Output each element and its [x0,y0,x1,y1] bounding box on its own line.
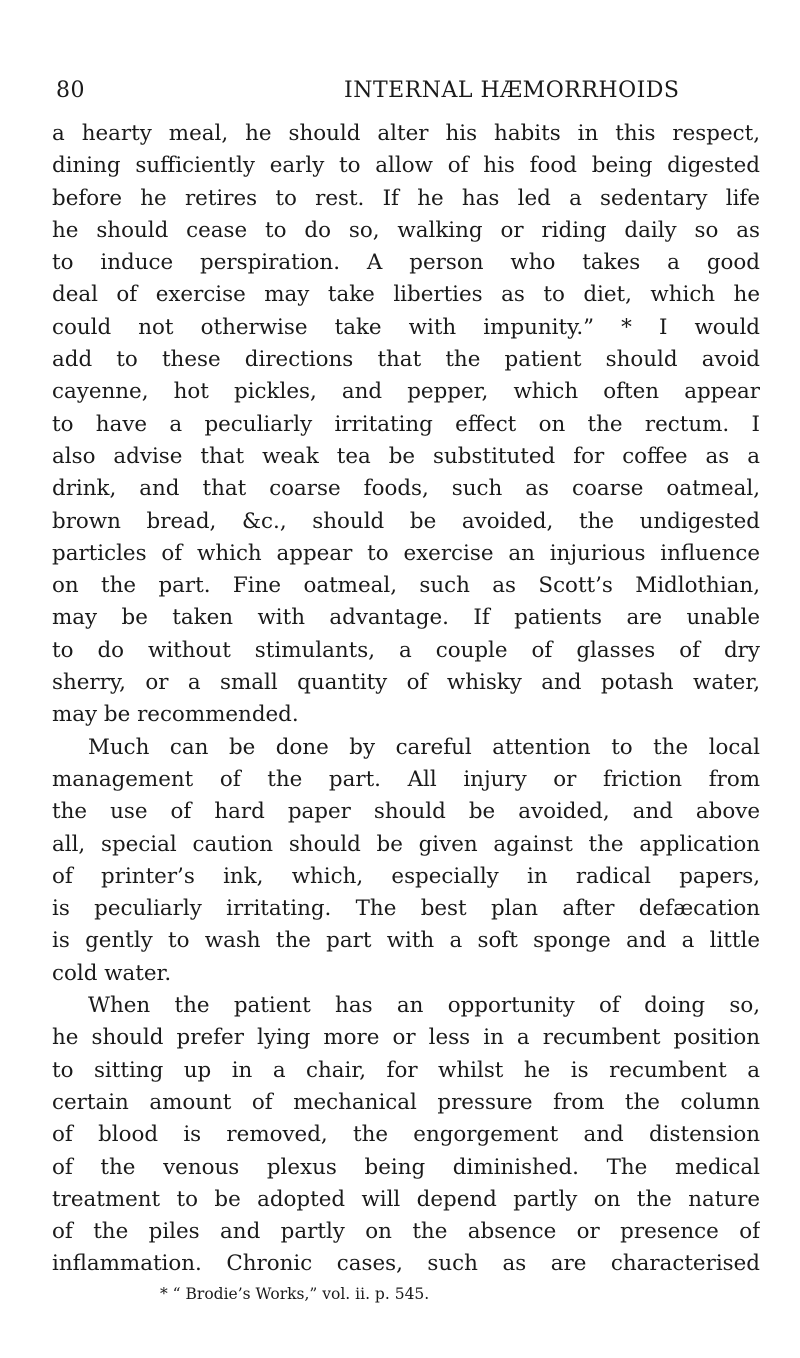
running-head [52,78,760,112]
text-line: on the part. Fine oatmeal, such as Scott’s Midlothian, [52,573,760,599]
text-line: the use of hard paper should be avoided, and above [52,799,760,825]
running-title: INTERNAL HÆMORRHOIDS [344,78,680,103]
text-line: add to these directions that the patient should avoid [52,347,760,373]
page-number: 80 [56,78,85,103]
text-line: of blood is removed, the engorgement and distension [52,1122,760,1148]
text-line: of the venous plexus being diminished. The medical [52,1154,760,1180]
text-line: also advise that weak tea be substituted for coffee as a [52,443,760,469]
text-line: before he retires to rest. If he has led a sedentary life [52,185,760,211]
text-line: he should prefer lying more or less in a recumbent position [52,1025,760,1051]
text-line: to have a peculiarly irritating effect on the rectum. I [52,411,760,437]
text-line: is peculiarly irritating. The best plan after defæcation [52,896,760,922]
text-line: sherry, or a small quantity of whisky and potash water, [52,670,760,696]
text-line: brown bread, &c., should be avoided, the undigested [52,508,760,534]
text-line: may be taken with advantage. If patients are unable [52,605,760,631]
text-line: cayenne, hot pickles, and pepper, which often appear [52,379,760,405]
text-line: to do without stimulants, a couple of glasses of dry [52,637,760,663]
text-line: may be recommended. [52,702,299,728]
text-line: to induce perspiration. A person who takes a good [52,250,760,276]
text-line: When the patient has an opportunity of doing so, [88,993,760,1019]
text-line: all, special caution should be given against the application [52,831,760,857]
text-line: of the piles and partly on the absence or presence of [52,1219,760,1245]
text-line: particles of which appear to exercise an injurious influence [52,540,760,566]
text-line: Much can be done by careful attention to the local [88,734,760,760]
book-page [52,78,760,1305]
text-line: management of the part. All injury or friction from [52,766,760,792]
text-line: drink, and that coarse foods, such as coarse oatmeal, [52,476,760,502]
body-text [52,118,760,1281]
text-line: is gently to wash the part with a soft sponge and a little [52,928,760,954]
text-line: deal of exercise may take liberties as to diet, which he [52,282,760,308]
footnote: * “ Brodie’s Works,” vol. ii. p. 545. [160,1284,430,1303]
text-line: dining sufficiently early to allow of his food being digested [52,153,760,179]
text-line: he should cease to do so, walking or riding daily so as [52,217,760,243]
text-line: cold water. [52,960,172,986]
text-line: of printer’s ink, which, especially in radical papers, [52,863,760,889]
text-line: a hearty meal, he should alter his habits in this respect, [52,121,760,146]
text-line: could not otherwise take with impunity.” * I would [52,314,760,340]
text-line: inflammation. Chronic cases, such as are characterised [52,1251,760,1277]
text-line: treatment to be adopted will depend partly on the nature [52,1186,760,1212]
text-line: to sitting up in a chair, for whilst he is recumbent a [52,1057,760,1083]
text-line: certain amount of mechanical pressure from the column [52,1089,760,1115]
